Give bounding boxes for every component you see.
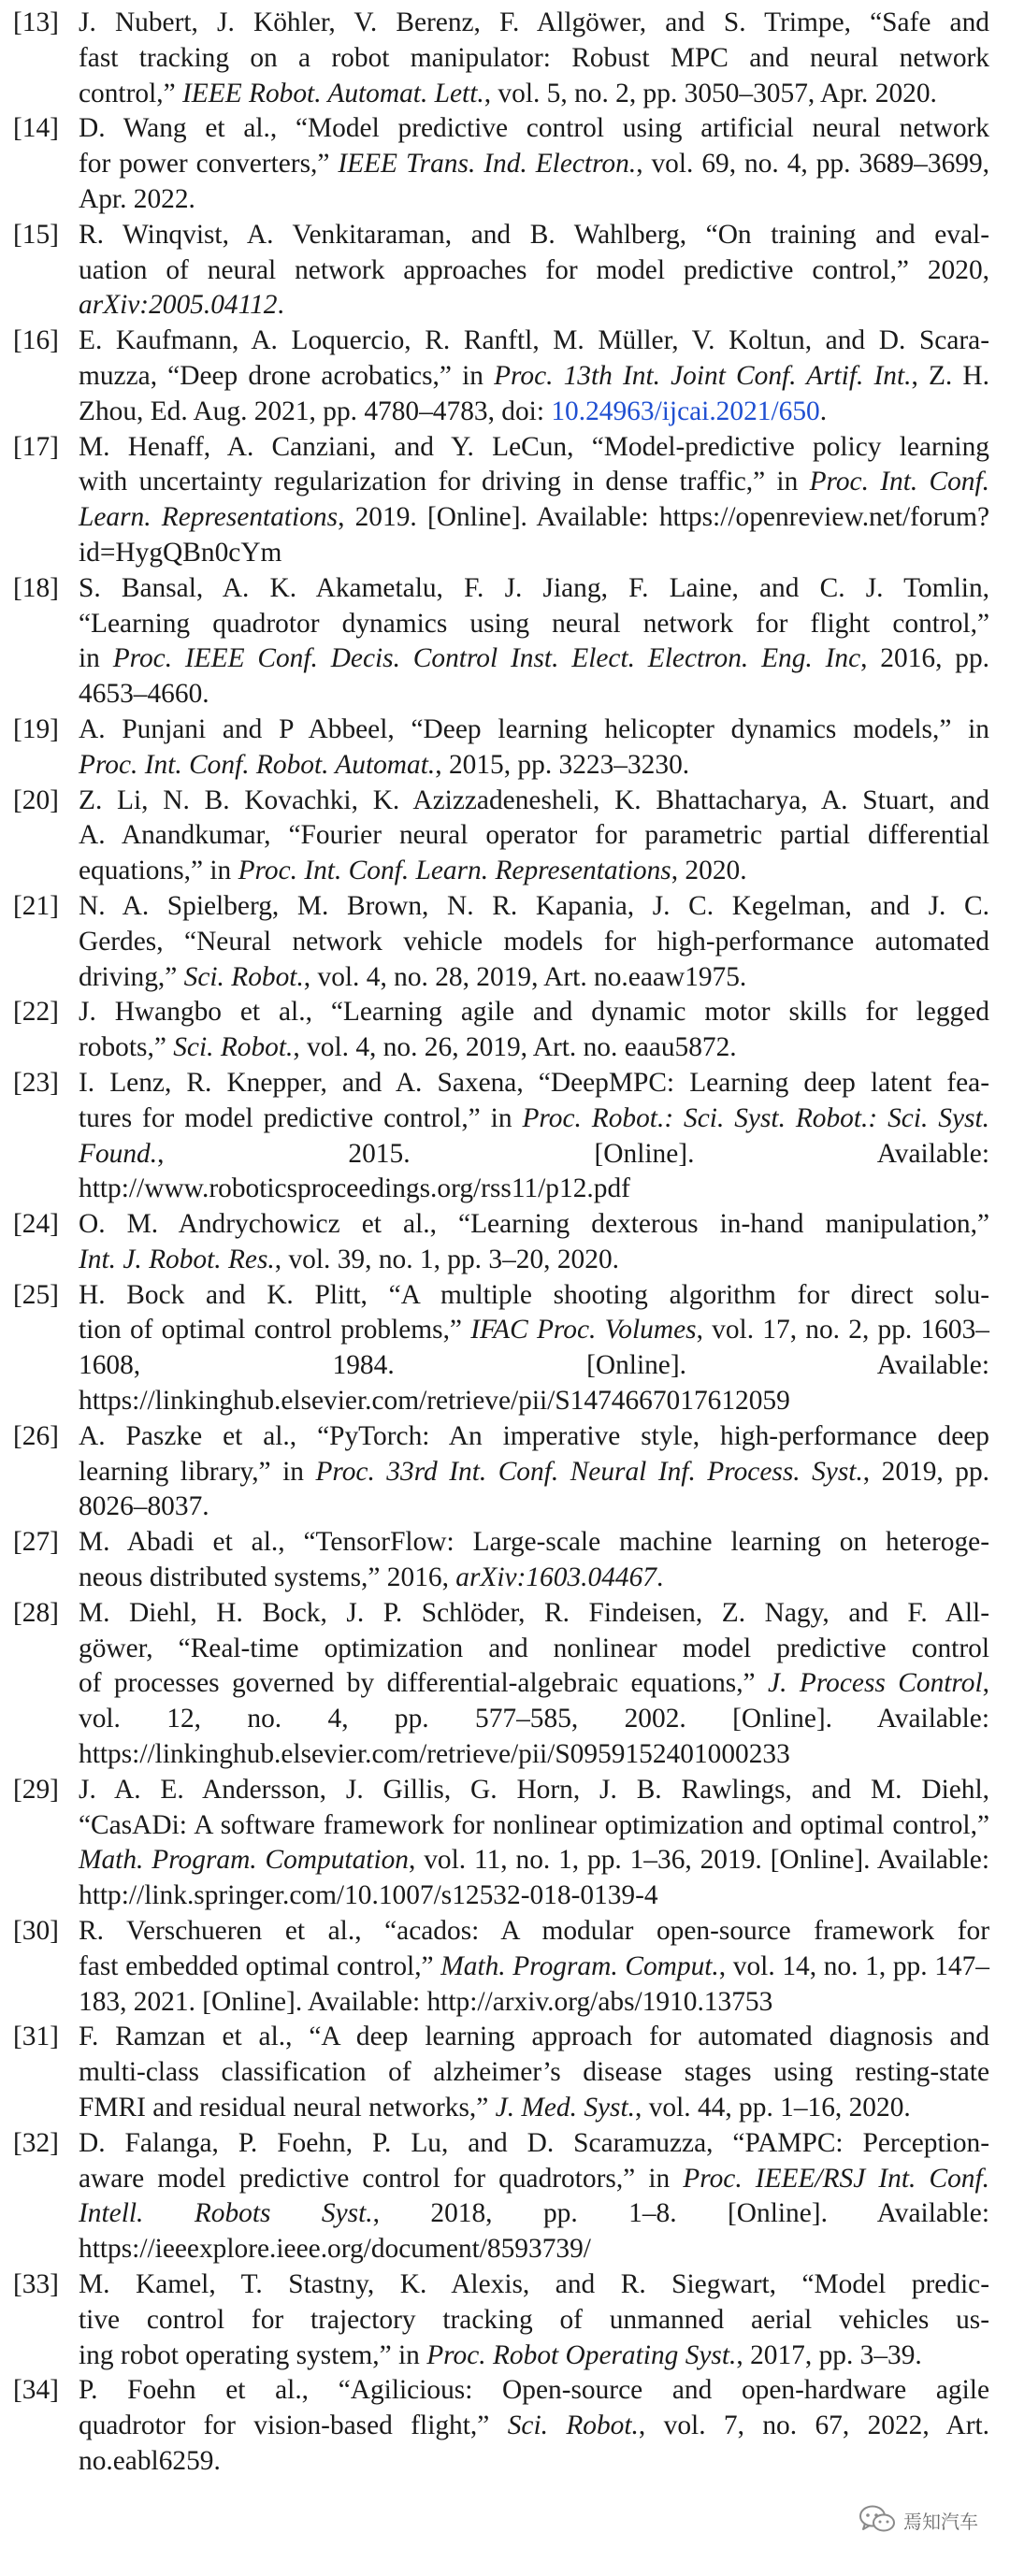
reference-line: A. Punjani and P Abbeel, “Deep learning helicopter dynamics models,” in — [79, 713, 989, 744]
reference-list — [0, 6, 1010, 2480]
venue: Proc. Int. Conf. Robot. Automat. — [79, 749, 436, 780]
reference-text: muzza, “Deep drone acrobatics,” in Proc. 13th Int. Joint Conf. Artif. Int., Z. H. Zhou, Ed. Aug. 2021, pp. 4780–4783, doi: 10.24963/ijcai.2021/650. — [79, 360, 989, 426]
reference-line: A. Anandkumar, “Fourier neural operator for parametric partial differential — [79, 820, 989, 851]
reference-line: H. Bock and K. Plitt, “A multiple shooting algorithm for direct solu- — [79, 1279, 989, 1310]
reference-16 — [0, 324, 1010, 429]
reference-text: of processes governed by differential-algebraic equations,” J. Process Control, vol. 12, no. 4, pp. 577–585, 2002. [Online]. Available: https://linkinghub.elsevier.com/retrieve/pii/S0959152401000233 — [79, 1668, 989, 1770]
reference-line: R. Winqvist, A. Venkitaraman, and B. Wahlberg, “On training and eval- — [79, 219, 989, 250]
reference-line: P. Foehn et al., “Agilicious: Open-source and open-hardware agile — [79, 2375, 989, 2406]
reference-number: [25] — [13, 1279, 59, 1310]
venue: Math. Program. Computation — [79, 1845, 410, 1876]
venue: Proc. Int. Conf. Learn. Representations — [79, 467, 989, 533]
reference-text: control,” IEEE Robot. Automat. Lett., vol. 5, no. 2, pp. 3050–3057, Apr. 2020. — [79, 78, 937, 108]
reference-text: tion of optimal control problems,” IFAC Proc. Volumes, vol. 17, no. 2, pp. 1603–1608, 1984. [Online]. Available: https://linkinghub.elsevier.com/retrieve/pii/S1474667017612059 — [79, 1315, 990, 1417]
reference-number: [30] — [13, 1916, 59, 1947]
venue: Math. Program. Comput. — [440, 1950, 719, 1981]
reference-15 — [0, 218, 1010, 324]
reference-line: J. Nubert, J. Köhler, V. Berenz, F. Allgöwer, and S. Trimpe, “Safe and — [79, 7, 989, 37]
venue: Sci. Robot. — [183, 961, 304, 992]
reference-number: [26] — [13, 1420, 59, 1451]
venue: arXiv:1603.04467 — [455, 1562, 656, 1593]
reference-text: neous distributed systems,” 2016, arXiv:1603.04467. — [79, 1562, 664, 1593]
venue: Proc. IEEE/RSJ Int. Conf. Intell. Robots Syst. — [79, 2163, 989, 2229]
reference-text: fast embedded optimal control,” Math. Program. Comput., vol. 14, no. 1, pp. 147–183, 2021. [Online]. Available: http://arxiv.org/abs/1910.13753 — [79, 1950, 989, 2017]
reference-line: tive control for trajectory tracking of unmanned aerial vehicles us- — [79, 2304, 989, 2335]
reference-line: multi-class classification of alzheimer’s disease stages using resting-state — [79, 2057, 989, 2088]
reference-29 — [0, 1773, 1010, 1914]
reference-17 — [0, 430, 1010, 571]
reference-text: Int. J. Robot. Res., vol. 39, no. 1, pp. 3–20, 2020. — [79, 1244, 619, 1274]
reference-19 — [0, 712, 1010, 784]
reference-text: for power converters,” IEEE Trans. Ind. Electron., vol. 69, no. 4, pp. 3689–3699, Apr. 2022. — [79, 149, 989, 214]
reference-number: [19] — [13, 713, 59, 744]
reference-line: F. Ramzan et al., “A deep learning approach for automated diagnosis and — [79, 2022, 989, 2052]
reference-line: göwer, “Real-time optimization and nonlinear model predictive control — [79, 1633, 989, 1663]
reference-line: Z. Li, N. B. Kovachki, K. Azizzadenesheli, K. Bhattacharya, A. Stuart, and — [79, 784, 989, 815]
watermark-text: 焉知汽车 — [903, 2510, 978, 2533]
reference-30 — [0, 1914, 1010, 2020]
reference-20 — [0, 784, 1010, 889]
reference-line: A. Paszke et al., “PyTorch: An imperative style, high-performance deep — [79, 1420, 989, 1451]
venue: Int. J. Robot. Res. — [79, 1244, 275, 1274]
venue: Proc. Robot Operating Syst. — [426, 2339, 737, 2370]
reference-22 — [0, 995, 1010, 1066]
reference-text: Proc. Int. Conf. Robot. Automat., 2015, pp. 3223–3230. — [79, 749, 690, 780]
reference-number: [16] — [13, 325, 59, 356]
reference-number: [20] — [13, 784, 59, 815]
watermark — [858, 2501, 978, 2539]
reference-number: [31] — [13, 2022, 59, 2052]
reference-13 — [0, 6, 1010, 111]
reference-text: FMRI and residual neural networks,” J. Med. Syst., vol. 44, pp. 1–16, 2020. — [79, 2093, 911, 2123]
reference-line: M. Abadi et al., “TensorFlow: Large-scale machine learning on heteroge- — [79, 1527, 989, 1558]
wechat-icon — [858, 2504, 896, 2536]
reference-text: robots,” Sci. Robot., vol. 4, no. 26, 2019, Art. no. eaau5872. — [79, 1032, 737, 1063]
reference-14 — [0, 111, 1010, 217]
venue: arXiv:2005.04112 — [79, 290, 278, 321]
reference-28 — [0, 1596, 1010, 1773]
reference-24 — [0, 1207, 1010, 1278]
reference-number: [27] — [13, 1527, 59, 1558]
reference-text: ing robot operating system,” in Proc. Robot Operating Syst., 2017, pp. 3–39. — [79, 2339, 922, 2370]
reference-line: O. M. Andrychowicz et al., “Learning dexterous in-hand manipulation,” — [79, 1209, 989, 1240]
venue: Proc. Int. Conf. Learn. Representations — [238, 856, 671, 886]
venue: Proc. IEEE Conf. Decis. Control Inst. Elect. Electron. Eng. Inc — [112, 643, 861, 674]
reference-line: M. Henaff, A. Canziani, and Y. LeCun, “Model-predictive policy learning — [79, 431, 989, 462]
reference-line: J. Hwangbo et al., “Learning agile and dynamic motor skills for legged — [79, 997, 989, 1028]
reference-21 — [0, 889, 1010, 995]
reference-32 — [0, 2126, 1010, 2267]
reference-line: D. Wang et al., “Model predictive control using artificial neural network — [79, 113, 989, 144]
venue: Proc. 33rd Int. Conf. Neural Inf. Process. Syst. — [315, 1456, 863, 1487]
reference-27 — [0, 1525, 1010, 1596]
reference-line: S. Bansal, A. K. Akametalu, F. J. Jiang, F. Laine, and C. J. Tomlin, — [79, 572, 989, 603]
reference-line: fast tracking on a robot manipulator: Robust MPC and neural network — [79, 42, 989, 73]
reference-number: [17] — [13, 431, 59, 462]
reference-number: [24] — [13, 1209, 59, 1240]
reference-number: [29] — [13, 1774, 59, 1805]
venue: Proc. 13th Int. Joint Conf. Artif. Int. — [494, 360, 912, 391]
reference-number: [22] — [13, 997, 59, 1028]
reference-number: [28] — [13, 1597, 59, 1628]
reference-line: R. Verschueren et al., “acados: A modular open-source framework for — [79, 1916, 989, 1947]
reference-line: N. A. Spielberg, M. Brown, N. R. Kapania, J. C. Kegelman, and J. C. — [79, 890, 989, 921]
reference-text: uation of neural network approaches for model predictive control,” 2020, arXiv:2005.04112. — [79, 254, 989, 321]
reference-number: [34] — [13, 2375, 59, 2406]
reference-number: [23] — [13, 1067, 59, 1098]
reference-line: I. Lenz, R. Knepper, and A. Saxena, “DeepMPC: Learning deep latent fea- — [79, 1067, 989, 1098]
reference-text: in Proc. IEEE Conf. Decis. Control Inst. Elect. Electron. Eng. Inc, 2016, pp. 4653–4660. — [79, 643, 989, 710]
reference-number: [32] — [13, 2127, 59, 2158]
reference-text: equations,” in Proc. Int. Conf. Learn. Representations, 2020. — [79, 856, 747, 886]
reference-number: [14] — [13, 113, 59, 144]
reference-33 — [0, 2267, 1010, 2373]
reference-26 — [0, 1419, 1010, 1525]
venue: IEEE Robot. Automat. Lett. — [182, 78, 484, 108]
reference-line: J. A. E. Andersson, J. Gillis, G. Horn, J. B. Rawlings, and M. Diehl, — [79, 1774, 989, 1805]
reference-34 — [0, 2373, 1010, 2479]
venue: Proc. Robot.: Sci. Syst. Robot.: Sci. Syst. Found. — [79, 1102, 989, 1169]
venue: IEEE Trans. Ind. Electron. — [338, 149, 637, 180]
reference-line: “Learning quadrotor dynamics using neural network for flight control,” — [79, 608, 989, 639]
reference-text: driving,” Sci. Robot., vol. 4, no. 28, 2019, Art. no.eaaw1975. — [79, 961, 747, 992]
reference-text: with uncertainty regularization for driving in dense traffic,” in Proc. Int. Conf. Learn. Representations, 2019. [Online]. Available: https://openreview.net/forum?id=HygQBn0cYm — [79, 467, 989, 568]
reference-text: quadrotor for vision-based flight,” Sci. Robot., vol. 7, no. 67, 2022, Art. no.eabl6259. — [79, 2411, 990, 2476]
reference-text: “CasADi: A software framework for nonlinear optimization and optimal control,” Math. Program. Computation, vol. 11, no. 1, pp. 1–36, 2019. [Online]. Available: http://link.springer.com/10.1007/s12532-018-0139-4 — [79, 1809, 989, 1911]
reference-number: [21] — [13, 890, 59, 921]
reference-number: [13] — [13, 7, 59, 37]
venue: J. Med. Syst. — [495, 2093, 636, 2123]
reference-number: [18] — [13, 572, 59, 603]
reference-23 — [0, 1066, 1010, 1207]
reference-25 — [0, 1278, 1010, 1419]
reference-text: tures for model predictive control,” in Proc. Robot.: Sci. Syst. Robot.: Sci. Syst. Found., 2015. [Online]. Available: http://www.roboticsproceedings.org/rss11/p12.pdf — [79, 1102, 989, 1204]
reference-text: aware model predictive control for quadrotors,” in Proc. IEEE/RSJ Int. Conf. Intell. Robots Syst., 2018, pp. 1–8. [Online]. Available: https://ieeexplore.ieee.org/document/8593739/ — [79, 2163, 989, 2265]
reference-18 — [0, 571, 1010, 712]
reference-number: [15] — [13, 219, 59, 250]
reference-line: E. Kaufmann, A. Loquercio, R. Ranftl, M. Müller, V. Koltun, and D. Scara- — [79, 325, 989, 356]
reference-line: M. Diehl, H. Bock, J. P. Schlöder, R. Findeisen, Z. Nagy, and F. All- — [79, 1597, 989, 1628]
reference-text: learning library,” in Proc. 33rd Int. Conf. Neural Inf. Process. Syst., 2019, pp. 8026–8037. — [79, 1456, 989, 1522]
venue: IFAC Proc. Volumes — [470, 1315, 697, 1346]
venue: J. Process Control — [768, 1668, 983, 1699]
reference-number: [33] — [13, 2269, 59, 2299]
reference-line: M. Kamel, T. Stastny, K. Alexis, and R. Siegwart, “Model predic- — [79, 2269, 989, 2299]
reference-line: D. Falanga, P. Foehn, P. Lu, and D. Scaramuzza, “PAMPC: Perception- — [79, 2127, 989, 2158]
reference-31 — [0, 2020, 1010, 2125]
venue: Sci. Robot. — [173, 1032, 294, 1063]
venue: Sci. Robot. — [507, 2411, 639, 2441]
doi-link[interactable]: 10.24963/ijcai.2021/650 — [551, 396, 820, 426]
reference-line: Gerdes, “Neural network vehicle models for high-performance automated — [79, 926, 989, 957]
